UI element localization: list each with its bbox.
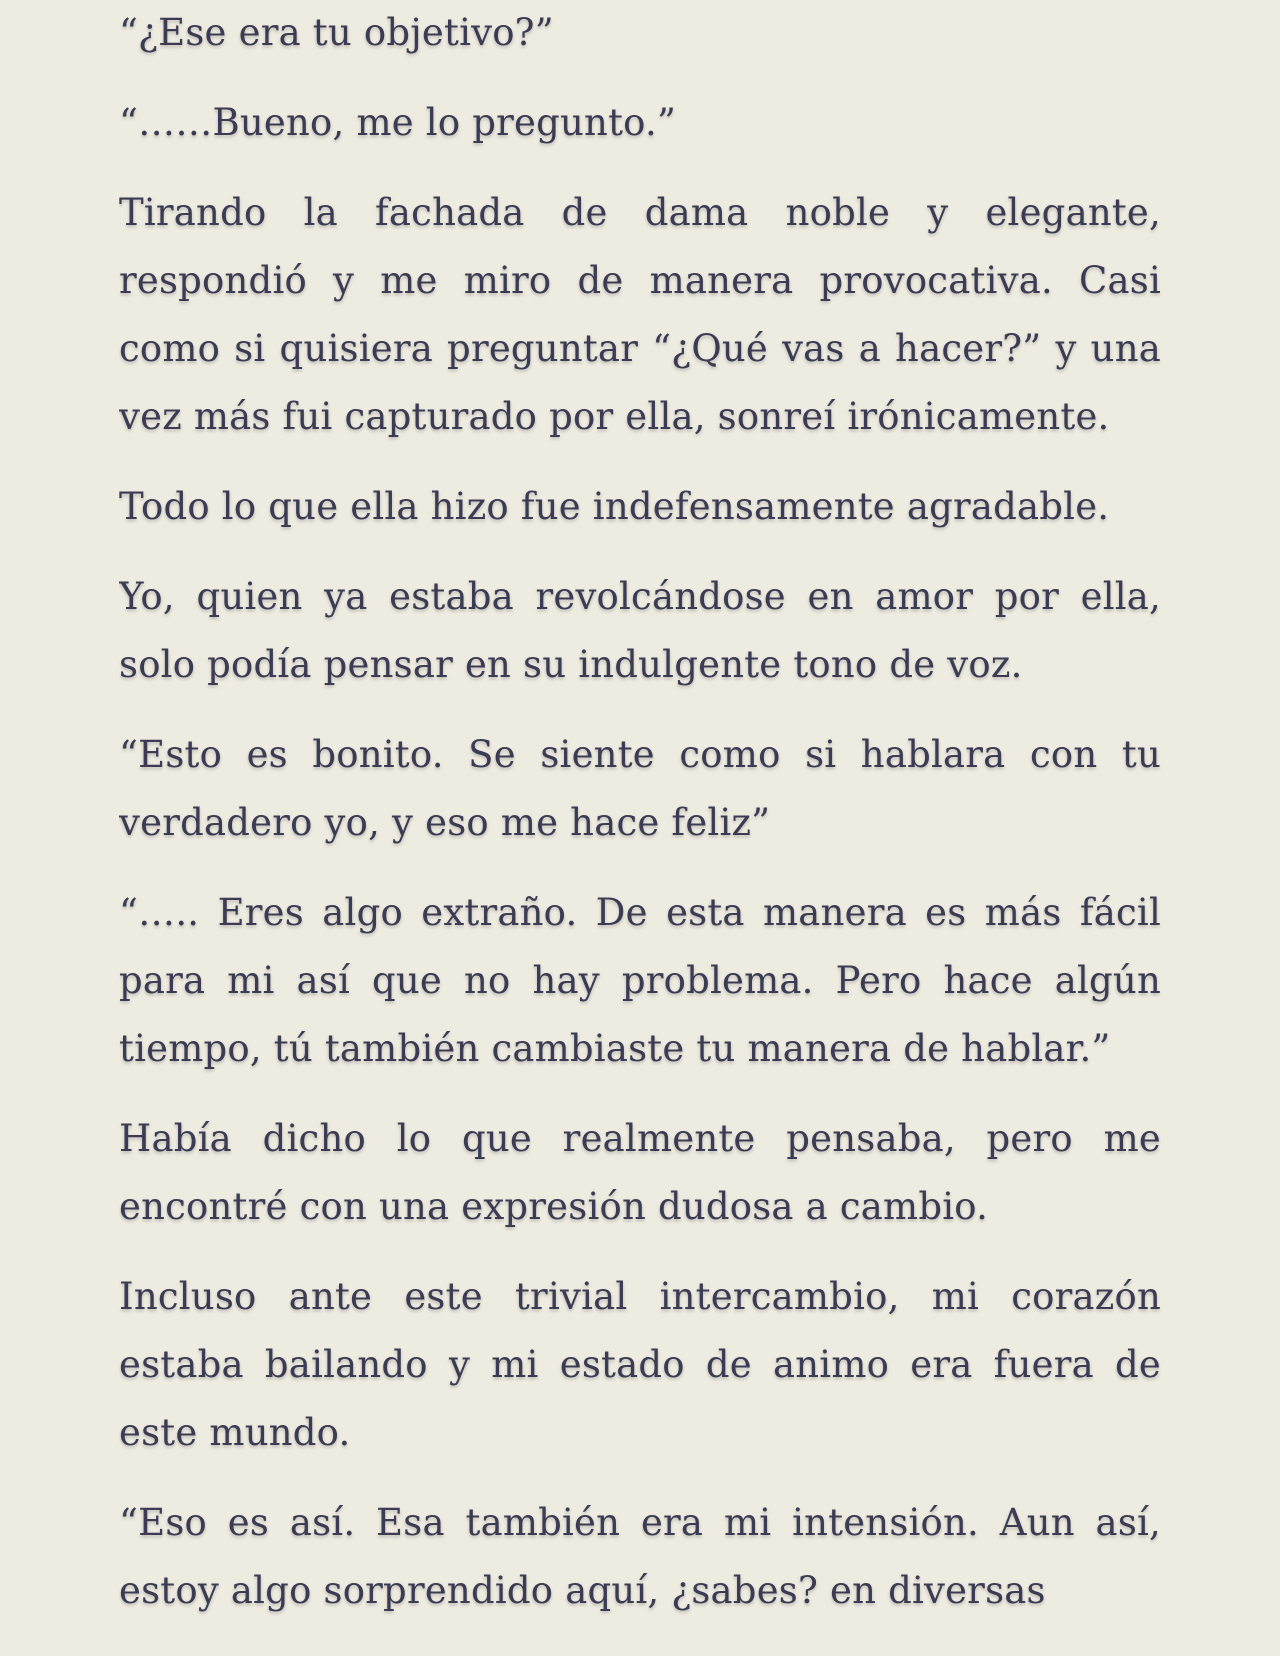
reader-page	[119, 0, 1161, 1656]
paragraph: Tirando la fachada de dama noble y elegante, respondió y me miro de manera provocativa. Casi como si quisiera preguntar “¿Qué vas a hacer?” y una vez más fui capturado por ella, sonreí irónicamente.	[119, 191, 1161, 438]
paragraph: “……Bueno, me lo pregunto.”	[119, 101, 677, 144]
paragraph: “….. Eres algo extraño. De esta manera es más fácil para mi así que no hay problema. Pero hace algún tiempo, tú también cambiaste tu manera de hablar.”	[119, 891, 1161, 1070]
paragraph: Todo lo que ella hizo fue indefensamente agradable.	[119, 485, 1110, 528]
paragraph: “Eso es así. Esa también era mi intensión. Aun así, estoy algo sorprendido aquí, ¿sabes? en diversas	[119, 1501, 1161, 1612]
paragraph: “¿Ese era tu objetivo?”	[119, 11, 554, 54]
paragraph: “Esto es bonito. Se siente como si hablara con tu verdadero yo, y eso me hace feliz”	[119, 733, 1161, 844]
paragraph: Había dicho lo que realmente pensaba, pero me encontré con una expresión dudosa a cambio.	[119, 1117, 1161, 1228]
paragraph: Yo, quien ya estaba revolcándose en amor por ella, solo podía pensar en su indulgente tono de voz.	[119, 575, 1161, 686]
paragraph: Incluso ante este trivial intercambio, mi corazón estaba bailando y mi estado de animo era fuera de este mundo.	[119, 1275, 1161, 1454]
